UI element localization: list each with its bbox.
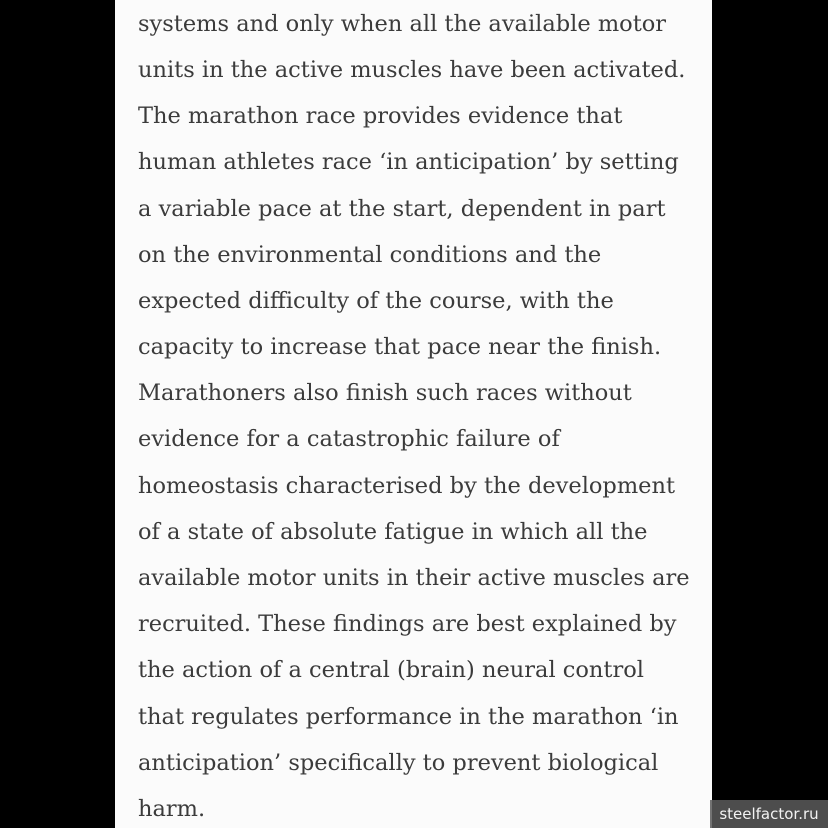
text-line-13: available motor units in their active muscles are	[138, 565, 690, 591]
text-line-3: The marathon race provides evidence that	[138, 103, 623, 129]
text-line-4: human athletes race ‘in anticipation’ by setting	[138, 149, 679, 175]
text-line-14: recruited. These findings are best explained by	[138, 611, 677, 637]
text-line-11: homeostasis characterised by the development	[138, 473, 676, 499]
text-line-10: evidence for a catastrophic failure of	[138, 426, 560, 452]
text-line-5: a variable pace at the start, dependent in part	[138, 196, 666, 222]
text-line-16: that regulates performance in the marathon ‘in	[138, 704, 679, 730]
text-line-12: of a state of absolute fatigue in which all the	[138, 519, 648, 545]
text-line-18: harm.	[138, 796, 206, 822]
text-line-8: capacity to increase that pace near the finish.	[138, 334, 662, 360]
text-line-15: the action of a central (brain) neural control	[138, 657, 644, 683]
text-line-6: on the environmental conditions and the	[138, 242, 602, 268]
text-line-9: Marathoners also finish such races without	[138, 380, 632, 406]
site-watermark: steelfactor.ru	[710, 800, 828, 828]
text-line-17: anticipation’ specifically to prevent biological	[138, 750, 659, 776]
text-line-1: systems and only when all the available motor	[138, 11, 667, 37]
text-line-2: units in the active muscles have been activated.	[138, 57, 686, 83]
text-line-7: expected difficulty of the course, with the	[138, 288, 614, 314]
